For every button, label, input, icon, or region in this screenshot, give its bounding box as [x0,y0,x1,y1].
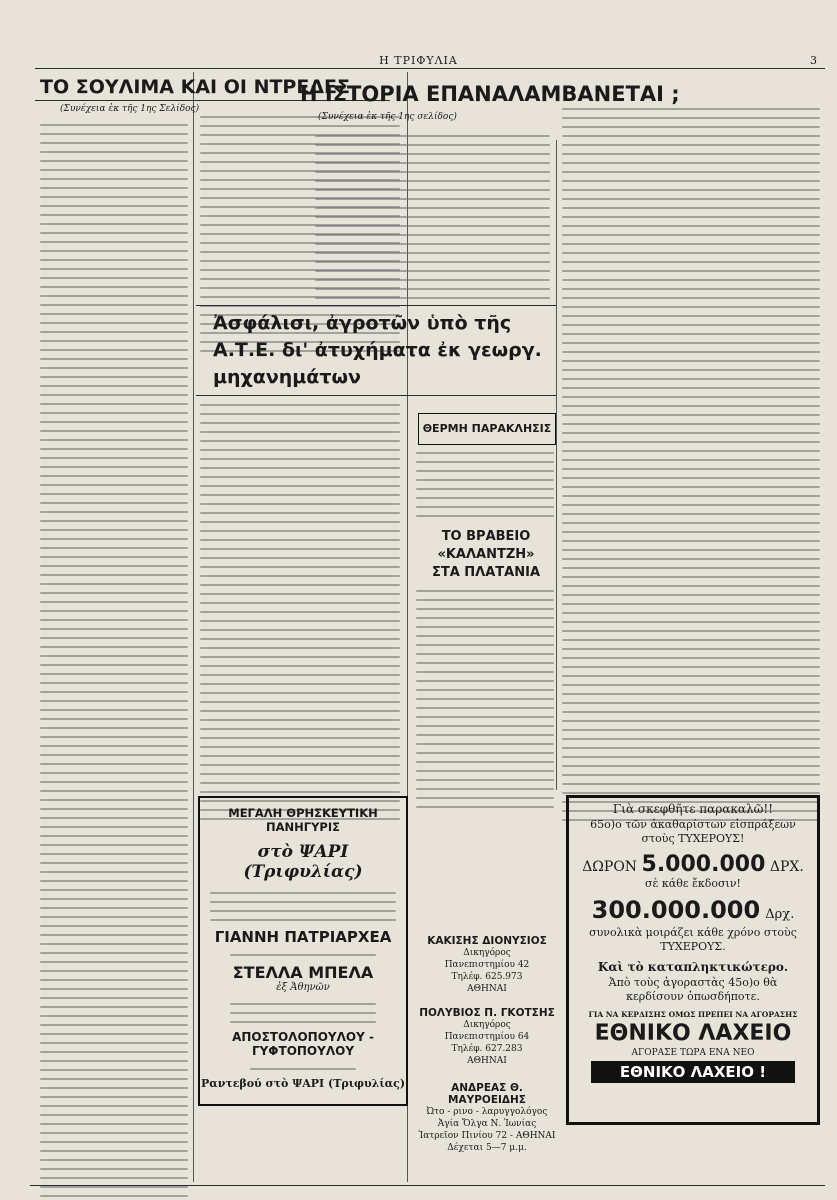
festival-ad [198,796,408,1106]
lottery-yearly-sub: συνολικὰ μοιράζει κάθε χρόνο στοὺς ΤΥΧΕΡΟΥΣ. [589,926,797,953]
lottery-yearly [569,896,817,924]
festival-from: ἐξ Ἀθηνῶν [276,982,330,993]
masthead-title: Η ΤΡΙΦΥΛΙΑ [379,54,458,67]
prize-text [416,590,554,815]
doctor-hours: Δέχεται 5—7 μ.μ. [447,1143,527,1153]
lawyer-card-2 [418,1007,556,1067]
festival-title-1: ΜΕΓΑΛΗ ΘΡΗΣΚΕΥΤΙΚΗ ΠΑΝΗΓΥΡΙΣ [228,806,378,834]
center-continuation: (Συνέχεια ἐκ τῆς 1ης σελίδος) [318,112,457,122]
festival-singer-2: ΣΤΕΛΛΑ ΜΠΕΛΑ [232,963,374,982]
lottery-brand-2: ΕΘΝΙΚΟ ΛΑΧΕΙΟ ! [591,1061,795,1083]
doctor-phone: Ἰατρεῖον Πινίου 72 - ΑΘΗΝΑΙ [418,1131,556,1141]
footer-rule [30,1185,825,1186]
festival-singer-1: ΓΙΑΝΝΗ ΠΑΤΡΙΑΡΧΕΑ [214,928,392,946]
lottery-more: Καὶ τὸ καταπληκτικώτερο. [597,960,789,974]
festival-hosts: ΑΠΟΣΤΟΛΟΠΟΥΛΟΥ - ΓΥΦΤΟΠΟΥΛΟΥ [232,1030,374,1058]
lawyer-2-name: ΠΟΛΥΒΙΟΣ Π. ΓΚΟΤΣΗΣ [419,1007,555,1019]
festival-title-2: στὸ ΨΑΡΙ (Τριφυλίας) [243,842,363,882]
lottery-yearly-currency: Δρχ. [765,907,795,922]
lottery-gift-currency: ΔΡΧ. [769,859,804,875]
insurance-headline: Ἀσφάλισι, ἀγροτῶν ὑπὸ τῆς Α.Τ.Ε. δι' ἀτυχήματα ἐκ γεωργ. μηχανημάτων [213,312,542,388]
prize-title-1: ΤΟ ΒΡΑΒΕΙΟ [441,529,531,544]
thanks-box [418,413,556,445]
insurance-article-text [200,404,400,827]
lottery-ad [566,795,820,1125]
lawyer-2-address: Πανεπιστημίου 64 [444,1032,530,1042]
doctor-name: ΑΝΔΡΕΑΣ Θ. ΜΑΥΡΟΕΙΔΗΣ [448,1082,526,1106]
prize-title-3: ΣΤΑ ΠΛΑΤΑΝΙΑ [431,565,541,580]
left-continuation: (Συνέχεια ἐκ τῆς 1ης Σελίδος) [60,104,200,114]
prize-title-2: «ΚΑΛΑΝΤΖΗ» [437,547,535,562]
lottery-gift-amount: 5.000.000 [641,852,766,877]
lottery-line-1: Γιὰ σκεφθῆτε παρακαλῶ!! [612,802,774,816]
lottery-gift-label: ΔΩΡΟΝ [582,859,638,875]
center-headline: Η ΙΣΤΟΡΙΑ ΕΠΑΝΑΛΑΜΒΑΝΕΤΑΙ ; [300,82,680,106]
page-number: 3 [810,54,817,67]
center-article-col1 [315,135,550,306]
prize-heading [416,528,556,582]
lawyer-2-phone: Τηλέφ. 627.283 [451,1044,523,1054]
lottery-line-2: 65ο)ο τῶν ἀκαθαρίστων εἰσπράξεων στοὺς ΤΥΧΕΡΟΥΣ! [590,818,796,845]
lawyer-1-role: Δικηγόρος [463,948,511,958]
section-rule [196,395,556,396]
festival-intro [210,892,396,921]
left-article-col1 [40,124,188,1200]
lawyer-1-phone: Τηλέφ. 625.973 [451,972,523,982]
column-divider [193,72,194,1182]
lottery-yearly-amount: 300.000.000 [591,896,761,924]
left-headline: ΤΟ ΣΟΥΛΙΜΑ ΚΑΙ ΟΙ ΝΤΡΕΔΕΣ [40,76,350,98]
masthead-rule [35,68,825,69]
lawyer-1-name: ΚΑΚΙΣΗΣ ΔΙΟΝΥΣΙΟΣ [427,935,547,947]
lawyer-2-role: Δικηγόρος [463,1020,511,1030]
lawyer-1-city: ΑΘΗΝΑΙ [467,984,507,994]
lottery-buy-now: ΑΓΟΡΑΣΕ ΤΩΡΑ ΕΝΑ ΝΕΟ [631,1048,755,1058]
lawyer-card-3 [412,1082,562,1154]
doctor-role: Ὠτο - ρινο - λαρυγγολόγος [426,1107,548,1117]
lottery-gift-sub: σὲ κάθε ἔκδοσιν! [645,877,741,890]
festival-closing: Ραντεβού στὸ ΨΑΡΙ (Τριφυλίας) [200,1077,406,1090]
column-divider [556,140,557,790]
doctor-address: Ἀγία Ὄλγα Ν. Ἰωνίας [437,1119,537,1129]
lottery-gift [569,852,817,877]
lottery-cta-small: ΓΙΑ ΝΑ ΚΕΡΔΙΣΗΣ ΟΜΩΣ ΠΡΕΠΕΙ ΝΑ ΑΓΟΡΑΣΗΣ [588,1010,798,1019]
lottery-buyers: Ἀπὸ τοὺς ἀγοραστὰς 45ο)ο θὰ κερδίσουν ὀπωσδήποτε. [608,976,778,1003]
thanks-title: ΘΕΡΜΗ ΠΑΡΑΚΛΗΣΙΣ [422,422,552,435]
lottery-brand: ΕΘΝΙΚΟ ΛΑΧΕΙΟ [594,1021,792,1046]
lawyer-card-1 [418,935,556,995]
center-article-col2 [562,108,820,828]
lawyer-2-city: ΑΘΗΝΑΙ [467,1056,507,1066]
thanks-text [416,452,554,524]
lawyer-1-address: Πανεπιστημίου 42 [444,960,530,970]
